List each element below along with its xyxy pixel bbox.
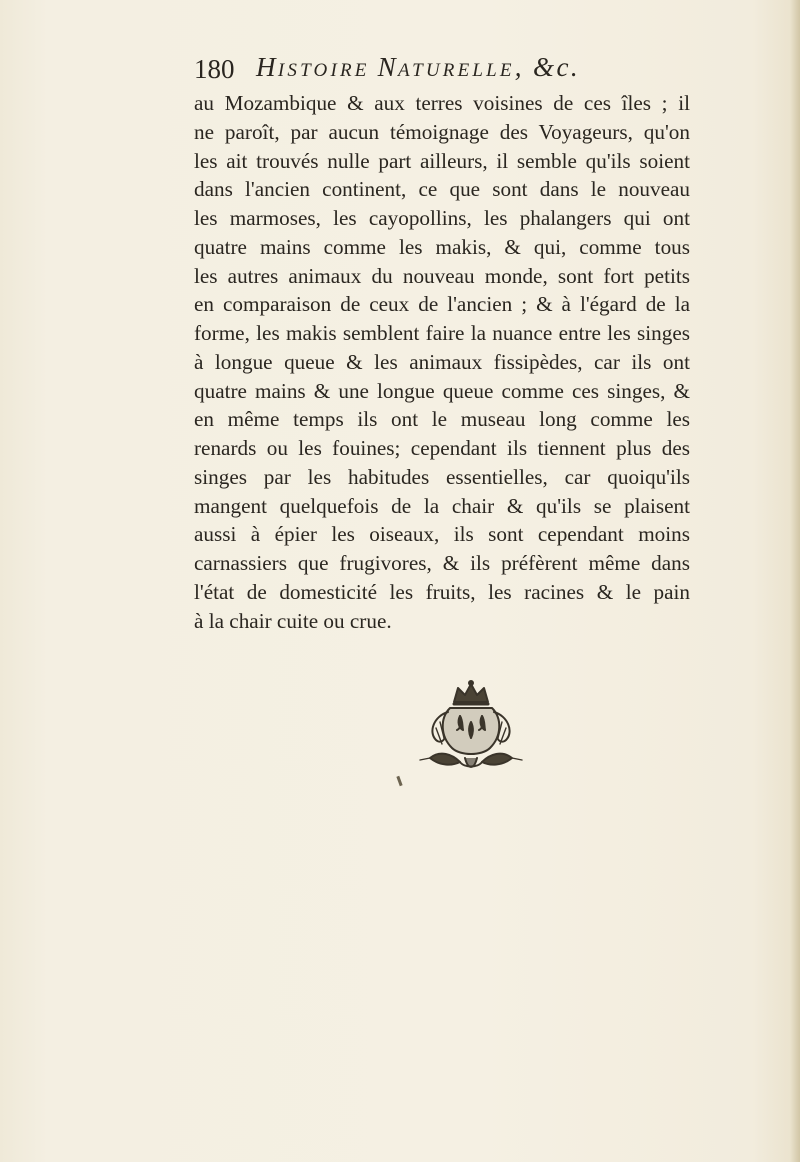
text-line: renards ou les fouines; cependant ils tiennent plus des — [194, 436, 690, 460]
text-line: en même temps ils ont le museau long comme les — [194, 407, 690, 432]
title-etc: , &c. — [514, 52, 580, 82]
text-line: dans l'ancien continent, ce que sont dans le nouveau — [194, 177, 690, 202]
title-cap-n: N — [377, 52, 398, 82]
ink-speck — [396, 776, 402, 786]
text-line: au Mozambique & aux terres voisines de ces îles ; il — [194, 91, 690, 115]
text-line: singes par les habitudes essentielles, car quoiqu'ils — [194, 464, 690, 489]
title-cap-h: H — [256, 52, 278, 82]
text-line: en comparaison de ceux de l'ancien ; & à l'égard de la — [194, 292, 690, 317]
title-smallcaps-aturelle: ATURELLE — [398, 60, 515, 81]
text-line: les autres animaux du nouveau monde, sont fort petits — [194, 263, 690, 288]
crown-cartouche-ornament-icon — [410, 678, 532, 774]
running-title — [256, 52, 580, 83]
title-smallcaps-istoire: ISTOIRE — [277, 60, 378, 81]
body-paragraph — [194, 89, 690, 635]
text-line: ne paroît, par aucun témoignage des Voyageurs, qu'on — [194, 119, 690, 144]
text-line: quatre mains comme les makis, & qui, comme tous — [194, 234, 690, 259]
text-line: les ait trouvés nulle part ailleurs, il semble qu'ils soient — [194, 148, 690, 173]
text-line: quatre mains & une longue queue comme ces singes, & — [194, 378, 690, 403]
text-line: carnassiers que frugivores, & ils préfèrent même dans — [194, 551, 690, 575]
text-line: à longue queue & les animaux fissipèdes, car ils ont — [194, 349, 690, 374]
text-line: l'état de domesticité les fruits, les racines & le pain — [194, 579, 690, 604]
page-edge-shadow — [790, 0, 800, 1162]
text-line: mangent quelquefois de la chair & qu'ils se plaisent — [194, 493, 690, 518]
text-line-last: à la chair cuite ou crue. — [194, 608, 392, 633]
text-line: forme, les makis semblent faire la nuance entre les singes — [194, 321, 690, 345]
running-header — [194, 50, 694, 90]
text-line: aussi à épier les oiseaux, ils sont cependant moins — [194, 522, 690, 547]
page-number: 180 — [194, 54, 235, 84]
text-line: les marmoses, les cayopollins, les phalangers qui ont — [194, 206, 690, 230]
